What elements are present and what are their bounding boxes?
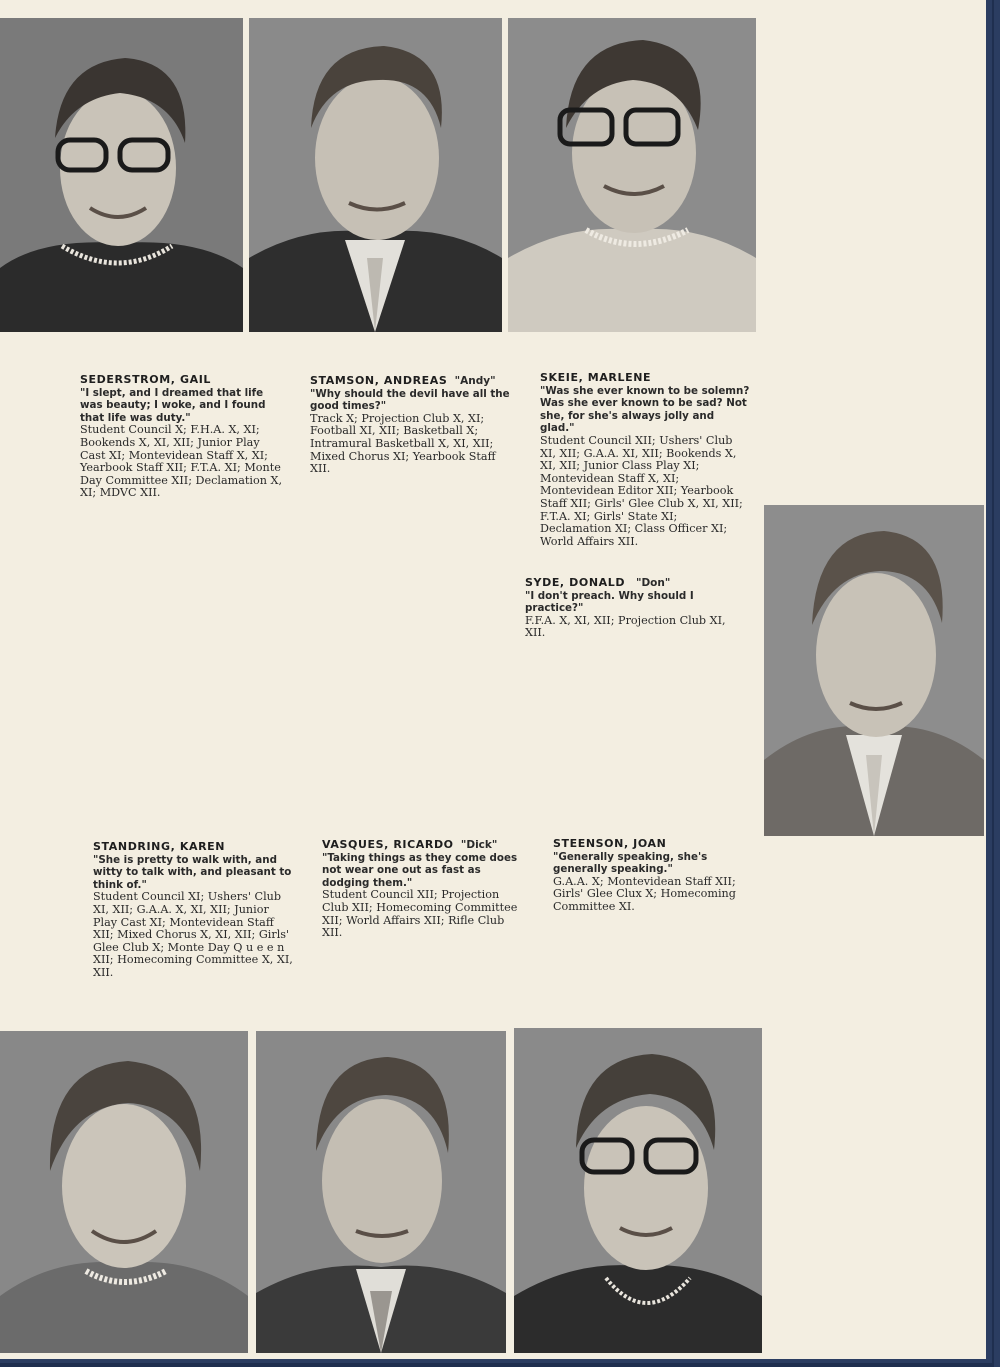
portrait-photo-vasques xyxy=(256,1031,506,1353)
student-nickname: "Andy" xyxy=(454,375,496,387)
student-activities: Student Council XII; Projection Club XII; Homecoming Committee XII; World Affairs XII; Rifle Club XII. xyxy=(322,888,518,940)
student-name: SYDE, DONALD xyxy=(525,576,626,589)
entry-vasques xyxy=(322,838,524,940)
student-nickname: "Dick" xyxy=(460,839,498,851)
student-name: VASQUES, RICARDO xyxy=(322,838,454,851)
portrait-silhouette-icon xyxy=(0,1031,248,1353)
entry-steenson xyxy=(553,838,758,914)
student-activities: Student Council XII; Ushers' Club XI, XII; G.A.A. XI, XII; Bookends X, XI, XII; Junior Class Play XI; Montevidean Staff X, XI; Montevidean Editor XII; Yearbook Staff XII; Girls' Glee Club X, XI, XII; F.T.A. XI; Girls' State XI; Declamation XI; Class Officer XI; World Affairs XII. xyxy=(540,433,743,548)
portrait-photo-syde xyxy=(764,505,984,836)
student-quote: "I slept, and I dreamed that life was beauty; I woke, and I found that life was duty." xyxy=(80,386,266,424)
portrait-photo-skeie xyxy=(508,18,756,332)
student-activities: Track X; Projection Club X, XI; Football XI, XII; Basketball X; Intramural Basketball X, XI, XII; Mixed Chorus XI; Yearbook Staff XII. xyxy=(310,411,496,476)
student-name: STEENSON, JOAN xyxy=(553,837,667,850)
student-nickname: "Don" xyxy=(635,577,671,589)
student-name: STAMSON, ANDREAS xyxy=(310,374,448,387)
student-activities: Student Council X; F.H.A. X, XI; Bookends X, XI, XII; Junior Play Cast XI; Montevidean Staff X, XI; Yearbook Staff XII; F.T.A. XI; Monte Day Committee XII; Declamation X, XI; MDVC XII. xyxy=(80,423,282,500)
student-quote: "Was she ever known to be solemn? Was she ever known to be sad? Not she, for she's always jolly and glad." xyxy=(540,384,750,435)
portrait-photo-sederstrom xyxy=(0,18,243,332)
binding-edge xyxy=(994,0,1000,1367)
entry-standring xyxy=(93,841,295,980)
portrait-silhouette-icon xyxy=(0,18,243,332)
portrait-silhouette-icon xyxy=(764,505,984,836)
portrait-photo-standring xyxy=(0,1031,248,1353)
portrait-silhouette-icon xyxy=(508,18,756,332)
student-name: SEDERSTROM, GAIL xyxy=(80,373,211,386)
student-name: STANDRING, KAREN xyxy=(93,840,226,853)
portrait-photo-stamson xyxy=(249,18,502,332)
student-activities: Student Council XI; Ushers' Club XI, XII; G.A.A. X, XI, XII; Junior Play Cast XI; Montevidean Staff XII; Mixed Chorus X, XI, XII; Girls' Glee Club X; Monte Day Q u e e n XII; Homecoming Committee X, XI, XII. xyxy=(93,890,293,979)
student-name: SKEIE, MARLENE xyxy=(540,371,652,384)
entry-stamson xyxy=(310,374,512,476)
student-quote: "She is pretty to walk with, and witty to talk with, and pleasant to think of." xyxy=(93,853,292,891)
student-quote: "Why should the devil have all the good times?" xyxy=(310,387,510,413)
portrait-silhouette-icon xyxy=(514,1028,762,1353)
entry-skeie xyxy=(540,372,750,548)
student-activities: G.A.A. X; Montevidean Staff XII; Girls' Glee Clux X; Homecoming Committee XI. xyxy=(553,874,736,913)
student-quote: "Generally speaking, she's generally speaking." xyxy=(553,850,708,876)
portrait-silhouette-icon xyxy=(249,18,502,332)
portrait-silhouette-icon xyxy=(256,1031,506,1353)
student-activities: F.F.A. X, XI, XII; Projection Club XI, XII. xyxy=(525,613,726,640)
portrait-photo-steenson xyxy=(514,1028,762,1353)
entry-sederstrom xyxy=(80,374,282,500)
student-quote: "Taking things as they come does not wear one out as fast as dodging them." xyxy=(322,851,518,889)
entry-syde xyxy=(525,576,730,640)
student-quote: "I don't preach. Why should I practice?" xyxy=(525,589,694,615)
